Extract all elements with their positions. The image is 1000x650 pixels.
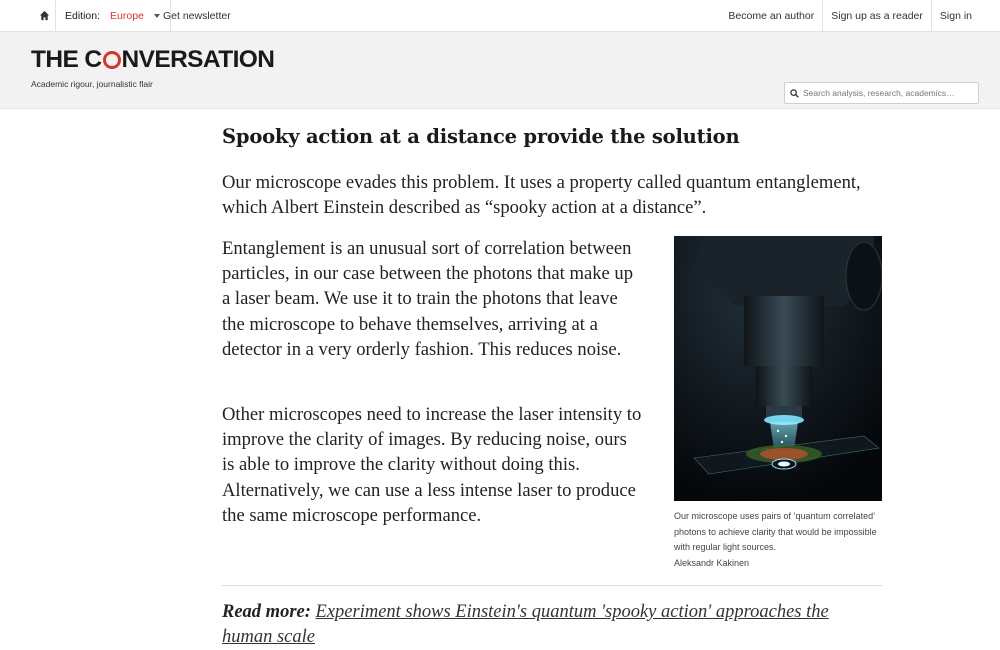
edition-selector[interactable] [55,0,171,31]
microscope-image[interactable] [674,236,882,501]
paragraph-3: Other microscopes need to increase the laser intensity to improve the clarity of images. By reducing noise, ours is able to improve the clarity without doing this. Alternatively, we can use a less intense laser to produce the same microscope performance. [222,404,642,526]
paragraph-1: Our microscope evades this problem. It uses a property called quantum entanglement, which Albert Einstein described as “spooky action at a distance”. [222,172,861,219]
article-section [222,125,882,148]
article-figure [674,236,882,571]
figure-caption [674,509,882,571]
divider [222,585,882,586]
edition-label: Edition: [65,9,101,22]
become-author-link[interactable]: Become an author [728,9,815,22]
home-icon [39,10,50,21]
newsletter-link[interactable]: Get newsletter [163,9,231,22]
search-icon [785,89,803,98]
search-box[interactable] [784,82,979,104]
logo-text-right: NVERSATION [121,46,275,73]
site-logo[interactable] [31,46,274,74]
caption-credit: Aleksandr Kakinen [674,557,750,568]
sign-in-link[interactable]: Sign in [931,0,980,31]
site-header [0,32,1000,109]
logo-o-icon [103,51,121,69]
logo-text-left: THE C [31,46,102,73]
account-links [720,0,980,31]
chevron-down-icon [154,14,160,18]
read-more-label: Read more: [222,602,311,622]
edition-value[interactable]: Europe [110,9,144,22]
read-more-link[interactable]: Experiment shows Einstein's quantum 'spooky action' approaches the human scale [222,602,829,647]
section-heading: Spooky action at a distance provide the solution [222,125,740,148]
home-button[interactable] [33,0,56,31]
site-tagline: Academic rigour, journalistic flair [31,79,153,89]
paragraph-2: Entanglement is an unusual sort of correlation between particles, in our case between the photons that make up a laser beam. We use it to train the photons that leave the microscope to behave themselves, arriving at a detector in a very orderly fashion. This reduces noise. [222,238,633,360]
top-bar [0,0,1000,32]
caption-text: Our microscope uses pairs of ‘quantum correlated’ photons to achieve clarity that would be impossible with regular light sources. [674,511,877,552]
sign-up-link[interactable]: Sign up as a reader [822,0,931,31]
read-more [222,600,882,650]
search-input[interactable] [803,88,973,98]
